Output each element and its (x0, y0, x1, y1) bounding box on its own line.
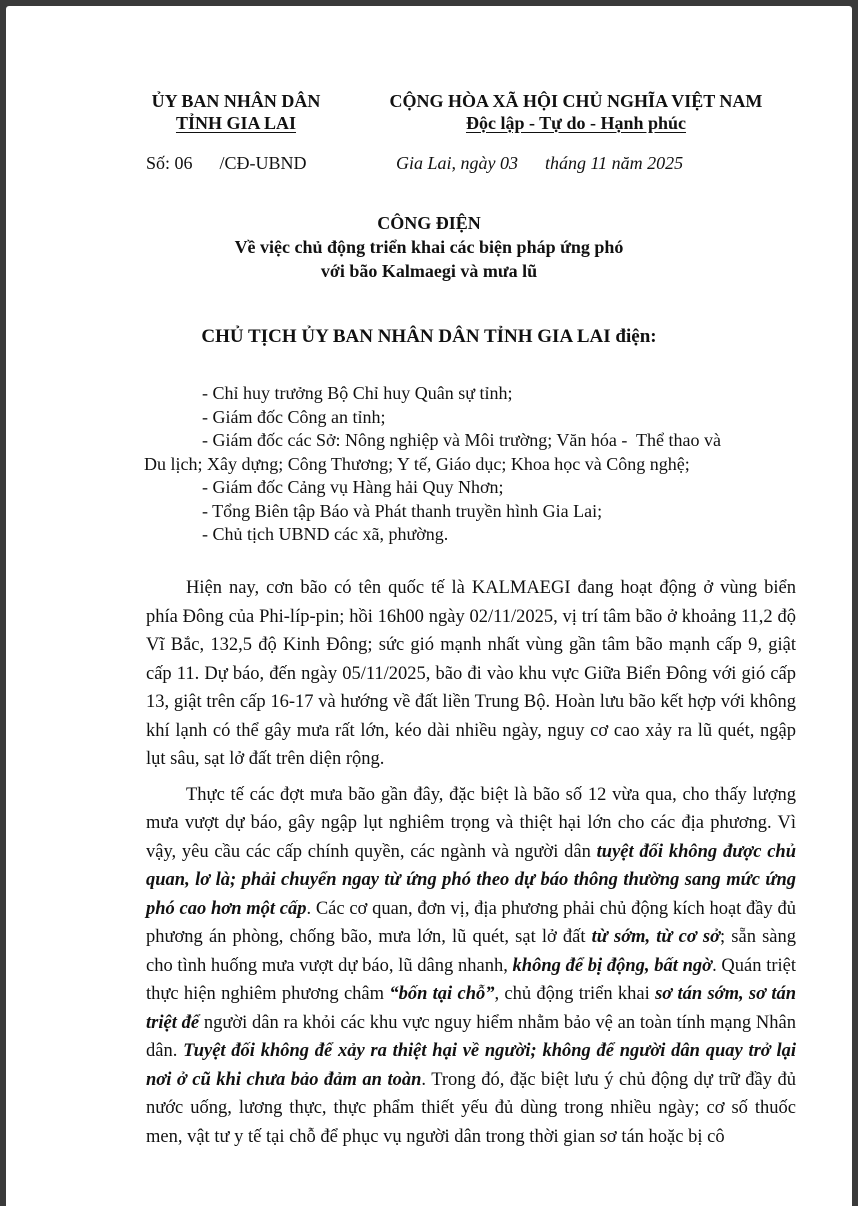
national-header (356, 90, 796, 134)
body-text-run: ; sẵn sàng cho tình huống mưa vượt dự báo, lũ dâng nhanh, (146, 927, 797, 976)
emphasis-text: từ sớm, từ cơ sở (591, 927, 721, 947)
document-page (6, 6, 852, 1206)
recipient-item: - Tổng Biên tập Báo và Phát thanh truyền hình Gia Lai; (202, 500, 603, 521)
national-motto: Độc lập - Tự do - Hạnh phúc (465, 113, 687, 133)
body-text-run: . Các cơ quan, đơn vị, địa phương phải chủ động kích hoạt đầy đủ phương án phòng, chống bão, mưa lớn, lũ quét, sạt lở đất (146, 898, 796, 947)
emphasis-text: tuyệt đối không được chủ quan, lơ là; phải chuyển ngay từ ứng phó theo dự báo thông thường sang mức ứng phó cao hơn một cấp (146, 841, 796, 919)
document-number: Số: 06 /CĐ-UBND (146, 153, 307, 173)
body-paragraph-2 (146, 781, 796, 1152)
recipient-item: - Chỉ huy trưởng Bộ Chỉ huy Quân sự tỉnh; (202, 383, 513, 403)
document-subject-line-1: Về việc chủ động triển khai các biện pháp ứng phó (234, 237, 624, 257)
recipient-item: - Giám đốc Công an tỉnh; (202, 406, 386, 427)
issuer-header (116, 90, 356, 134)
body-text-run: . Quán triệt thực hiện nghiêm phương châm (146, 955, 796, 1004)
recipient-item-continued: Du lịch; Xây dựng; Công Thương; Y tế, Giáo dục; Khoa học và Công nghệ; (144, 453, 690, 474)
document-body (146, 574, 796, 1158)
sender-line: CHỦ TỊCH ỦY BAN NHÂN DÂN TỈNH GIA LAI điện: (201, 326, 657, 347)
recipient-list (144, 382, 802, 547)
recipient-item: - Giám đốc các Sở: Nông nghiệp và Môi trường; Văn hóa - Thể thao và (202, 430, 722, 450)
body-paragraph-1: Hiện nay, cơn bão có tên quốc tế là KALMAEGI đang hoạt động ở vùng biển phía Đông của Phi-líp-pin; hồi 16h00 ngày 02/11/2025, vị trí tâm bão ở khoảng 11,2 độ Vĩ Bắc, 132,5 độ Kinh Đông; sức gió mạnh nhất vùng gần tâm bão mạnh cấp 9, giật cấp 11. Dự báo, đến ngày 05/11/2025, bão đi vào khu vực Giữa Biển Đông với gió cấp 13, giật trên cấp 16-17 và hướng về đất liền Trung Bộ. Hoàn lưu bão kết hợp với không khí lạnh có thể gây mưa rất lớn, kéo dài nhiều ngày, nguy cơ cao xảy ra lũ quét, ngập lụt sâu, sạt lở đất trên diện rộng. (146, 578, 796, 769)
body-text-run: người dân ra khỏi các khu vực nguy hiểm nhằm bảo vệ an toàn tính mạng Nhân dân. (146, 1012, 796, 1061)
document-subject-line-2: với bão Kalmaegi và mưa lũ (320, 261, 538, 281)
issuer-line-2: TỈNH GIA LAI (175, 113, 297, 133)
recipient-item: - Chủ tịch UBND các xã, phường. (202, 524, 449, 544)
body-text-run: . Trong đó, đặc biệt lưu ý chủ động dự trữ đầy đủ nước uống, lương thực, thực phẩm thiết yếu đủ dùng trong nhiều ngày; cơ số thuốc men, vật tư y tế tại chỗ để phục vụ người dân trong thời gian sơ tán hoặc bị cô (146, 1069, 796, 1147)
document-type: CÔNG ĐIỆN (377, 213, 481, 233)
emphasis-text: “bốn tại chỗ” (389, 984, 495, 1004)
emphasis-text: không để bị động, bất ngờ (512, 955, 713, 976)
emphasis-text: sơ tán sớm, sơ tán triệt để (146, 984, 797, 1033)
body-text-run: Thực tế các đợt mưa bão gần đây, đặc biệt là bão số 12 vừa qua, cho thấy lượng mưa vượt dự báo, gây ngập lụt nghiêm trọng và thiệt hại lớn cho các địa phương. Vì vậy, yêu cầu các cấp chính quyền, các ngành và người dân (146, 784, 796, 862)
national-title: CỘNG HÒA XÃ HỘI CHỦ NGHĨA VIỆT NAM (389, 91, 763, 111)
document-title-block (6, 211, 852, 283)
issuer-line-1: ỦY BAN NHÂN DÂN (151, 91, 321, 111)
body-text-run: , chủ động triển khai (494, 984, 656, 1004)
document-date: Gia Lai, ngày 03 tháng 11 năm 2025 (396, 153, 684, 173)
emphasis-text: Tuyệt đối không để xảy ra thiệt hại về người; không để người dân quay trở lại nơi ở cũ khi chưa bảo đảm an toàn (146, 1041, 796, 1090)
recipient-item: - Giám đốc Cảng vụ Hàng hải Quy Nhơn; (202, 477, 504, 497)
